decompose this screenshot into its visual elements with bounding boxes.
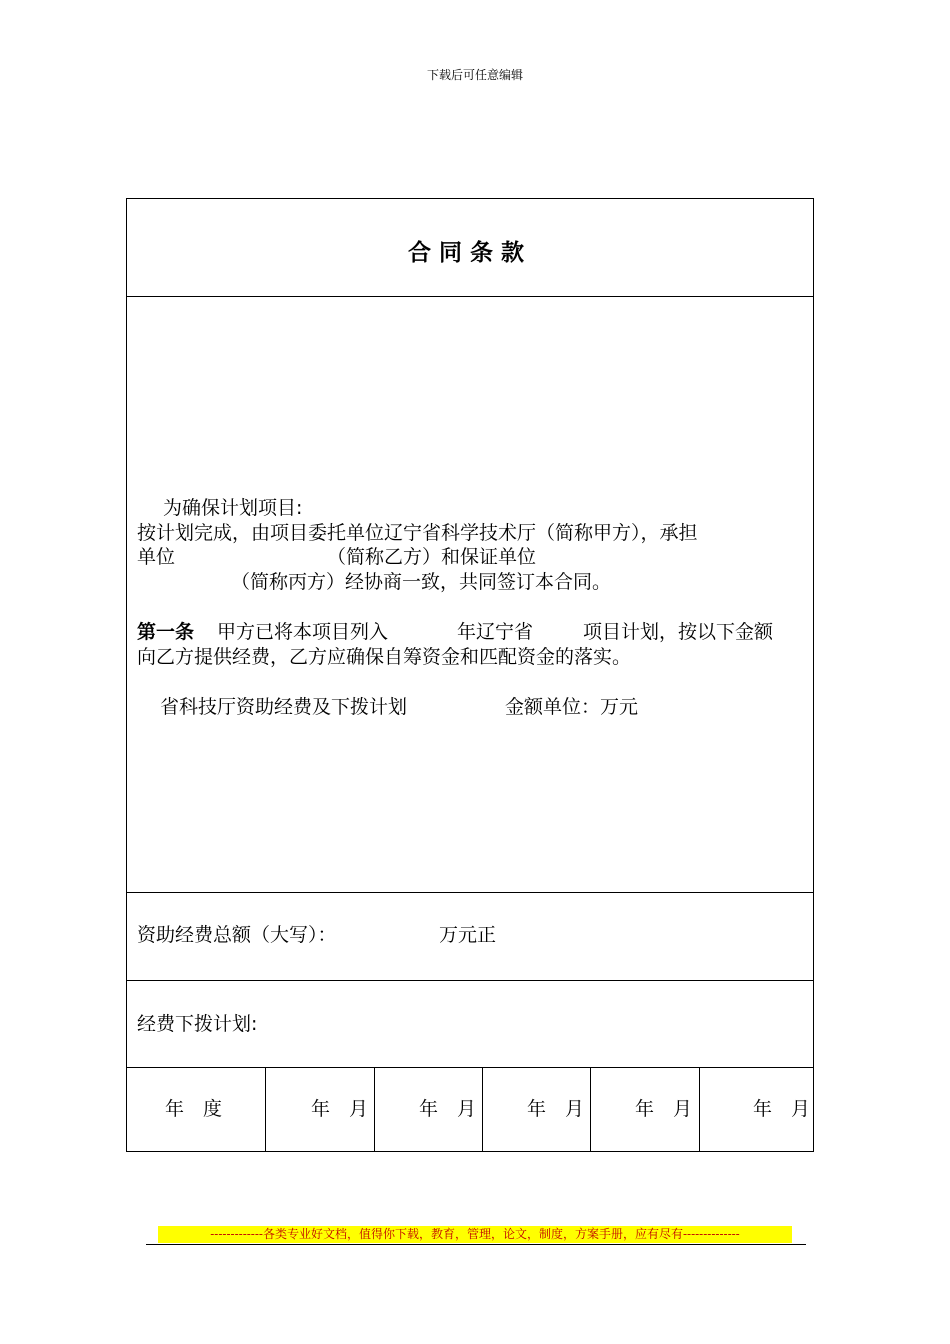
total-amount-label: 资助经费总额（大写）：	[137, 924, 337, 946]
article-1-part-c: 项目计划，按以下金额	[583, 621, 774, 643]
funding-caption: 省科技厅资助经费及下拨计划	[160, 696, 408, 718]
disbursement-plan-row	[127, 981, 813, 1068]
disbursement-plan-label: 经费下拨计划:	[137, 1013, 258, 1035]
footer-banner: -------------各类专业好文档，值得你下载，教育，管理，论文，制度，方案手册，应有尽有--------------	[158, 1226, 792, 1243]
body-line-1: 为确保计划项目:	[163, 497, 303, 519]
year-month-cell: 年 月	[265, 1068, 374, 1151]
body-line-2: 按计划完成，由项目委托单位辽宁省科学技术厅（简称甲方），承担	[137, 522, 698, 544]
page-title: 合同条款	[408, 240, 532, 266]
header-note: 下载后可任意编辑	[426, 68, 523, 82]
year-month-cell: 年 月	[590, 1068, 699, 1151]
article-1-part-b: 年辽宁省	[457, 621, 534, 643]
title-row	[127, 199, 813, 297]
year-month-cell: 年 月	[482, 1068, 590, 1151]
year-table-row	[127, 1068, 813, 1151]
contract-body	[127, 297, 813, 893]
article-1-part-a: 甲方已将本项目列入	[217, 621, 389, 643]
year-header-cell: 年 度	[165, 1098, 223, 1120]
body-line-4: （简称丙方）经协商一致，共同签订本合同。	[231, 571, 612, 593]
total-amount-row	[127, 893, 813, 981]
year-month-cell: 年 月	[699, 1068, 813, 1151]
body-line-3-unit: 单位	[137, 546, 176, 568]
contract-form	[126, 198, 814, 1152]
article-1-label: 第一条	[137, 621, 195, 643]
total-amount-suffix: 万元正	[439, 924, 497, 946]
year-month-cell: 年 月	[374, 1068, 482, 1151]
article-1-line-2: 向乙方提供经费，乙方应确保自筹资金和匹配资金的落实。	[137, 646, 632, 668]
body-line-3-party-b: （简称乙方）和保证单位	[327, 546, 537, 568]
amount-unit: 金额单位：万元	[505, 696, 639, 718]
footer-rule	[146, 1244, 806, 1245]
